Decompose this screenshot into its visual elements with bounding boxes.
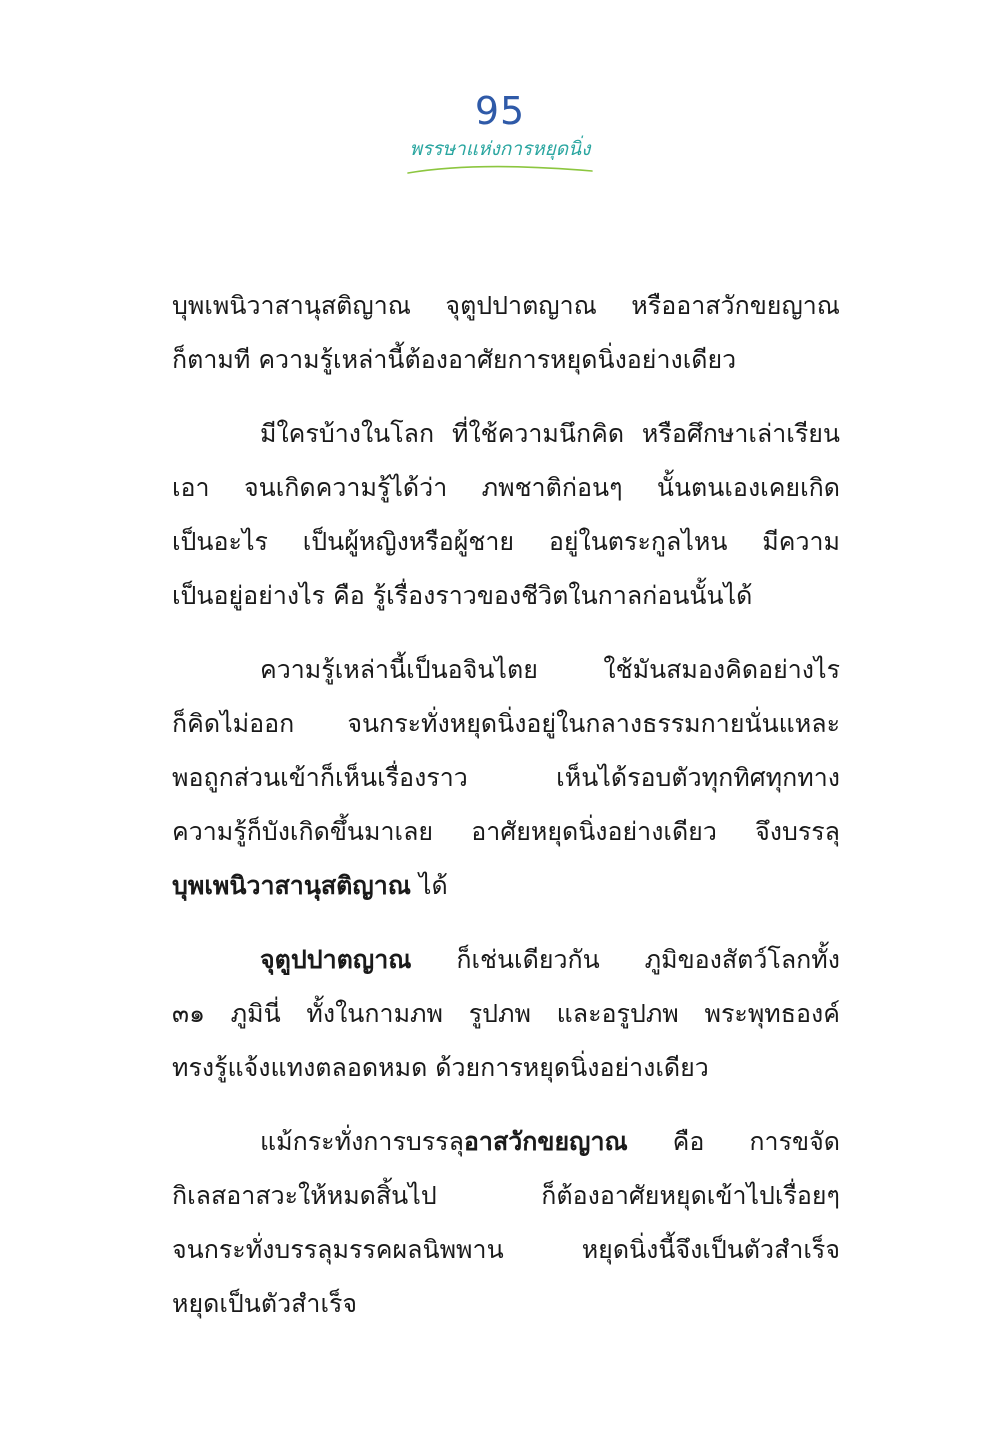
paragraph bbox=[172, 407, 840, 623]
text-line: มีใครบ้างในโลก ที่ใช้ความนึกคิด หรือศึกษาเล่าเรียน bbox=[260, 419, 840, 448]
text-fragment: แม้กระทั่งการบรรลุ bbox=[260, 1127, 464, 1156]
paragraph bbox=[172, 643, 840, 913]
text-line: ก็ตามที ความรู้เหล่านี้ต้องอาศัยการหยุดนิ่งอย่างเดียว bbox=[172, 345, 737, 374]
text-line: กิเลสอาสวะให้หมดสิ้นไป ก็ต้องอาศัยหยุดเข้าไปเรื่อยๆ bbox=[172, 1181, 840, 1210]
text-line bbox=[172, 1115, 840, 1169]
text-line: ก็คิดไม่ออก จนกระทั่งหยุดนิ่งอยู่ในกลางธรรมกายนั่นแหละ bbox=[172, 709, 840, 738]
text-line: ทรงรู้แจ้งแทงตลอดหมด ด้วยการหยุดนิ่งอย่างเดียว bbox=[172, 1053, 709, 1082]
text-line: จนกระทั่งบรรลุมรรคผลนิพพาน หยุดนิ่งนี้จึงเป็นตัวสำเร็จ bbox=[172, 1235, 840, 1264]
text-fragment: ได้ bbox=[410, 871, 448, 900]
text-line: ความรู้ก็บังเกิดขึ้นมาเลย อาศัยหยุดนิ่งอย่างเดียว จึงบรรลุ bbox=[172, 817, 840, 846]
text-fragment: คือ การขจัด bbox=[627, 1127, 840, 1156]
text-line: พอถูกส่วนเข้าก็เห็นเรื่องราว เห็นได้รอบตัวทุกทิศทุกทาง bbox=[172, 763, 840, 792]
text-line: ๓๑ ภูมินี่ ทั้งในกามภพ รูปภพ และอรูปภพ พระพุทธองค์ bbox=[172, 999, 840, 1028]
text-line: เป็นอะไร เป็นผู้หญิงหรือผู้ชาย อยู่ในตระกูลไหน มีความ bbox=[172, 527, 840, 556]
bold-term: จุตูปปาตญาณ bbox=[260, 945, 412, 974]
bold-term: บุพเพนิวาสานุสติญาณ bbox=[172, 871, 411, 900]
text-line: ความรู้เหล่านี้เป็นอจินไตย ใช้มันสมองคิดอย่างไร bbox=[260, 655, 840, 684]
body-text bbox=[172, 279, 840, 1351]
text-line: บุพเพนิวาสานุสติญาณ จุตูปปาตญาณ หรืออาสวักขยญาณ bbox=[172, 291, 840, 320]
text-line bbox=[172, 859, 840, 913]
text-line: เป็นอยู่อย่างไร คือ รู้เรื่องราวของชีวิตในกาลก่อนนั้นได้ bbox=[172, 581, 753, 610]
page-header bbox=[0, 88, 1000, 178]
page-number: 95 bbox=[474, 89, 526, 133]
text-fragment: ก็เช่นเดียวกัน ภูมิของสัตว์โลกทั้ง bbox=[411, 945, 840, 974]
paragraph bbox=[172, 933, 840, 1095]
paragraph bbox=[172, 1115, 840, 1331]
text-line: เอา จนเกิดความรู้ได้ว่า ภพชาติก่อนๆ นั้นตนเองเคยเกิด bbox=[172, 473, 840, 502]
text-line: หยุดเป็นตัวสำเร็จ bbox=[172, 1289, 358, 1318]
running-title: พรรษาแห่งการหยุดนิ่ง bbox=[409, 138, 591, 160]
paragraph bbox=[172, 279, 840, 387]
text-line bbox=[172, 933, 840, 987]
bold-term: อาสวักขยญาณ bbox=[463, 1127, 628, 1156]
decorative-swash-icon bbox=[400, 162, 600, 178]
